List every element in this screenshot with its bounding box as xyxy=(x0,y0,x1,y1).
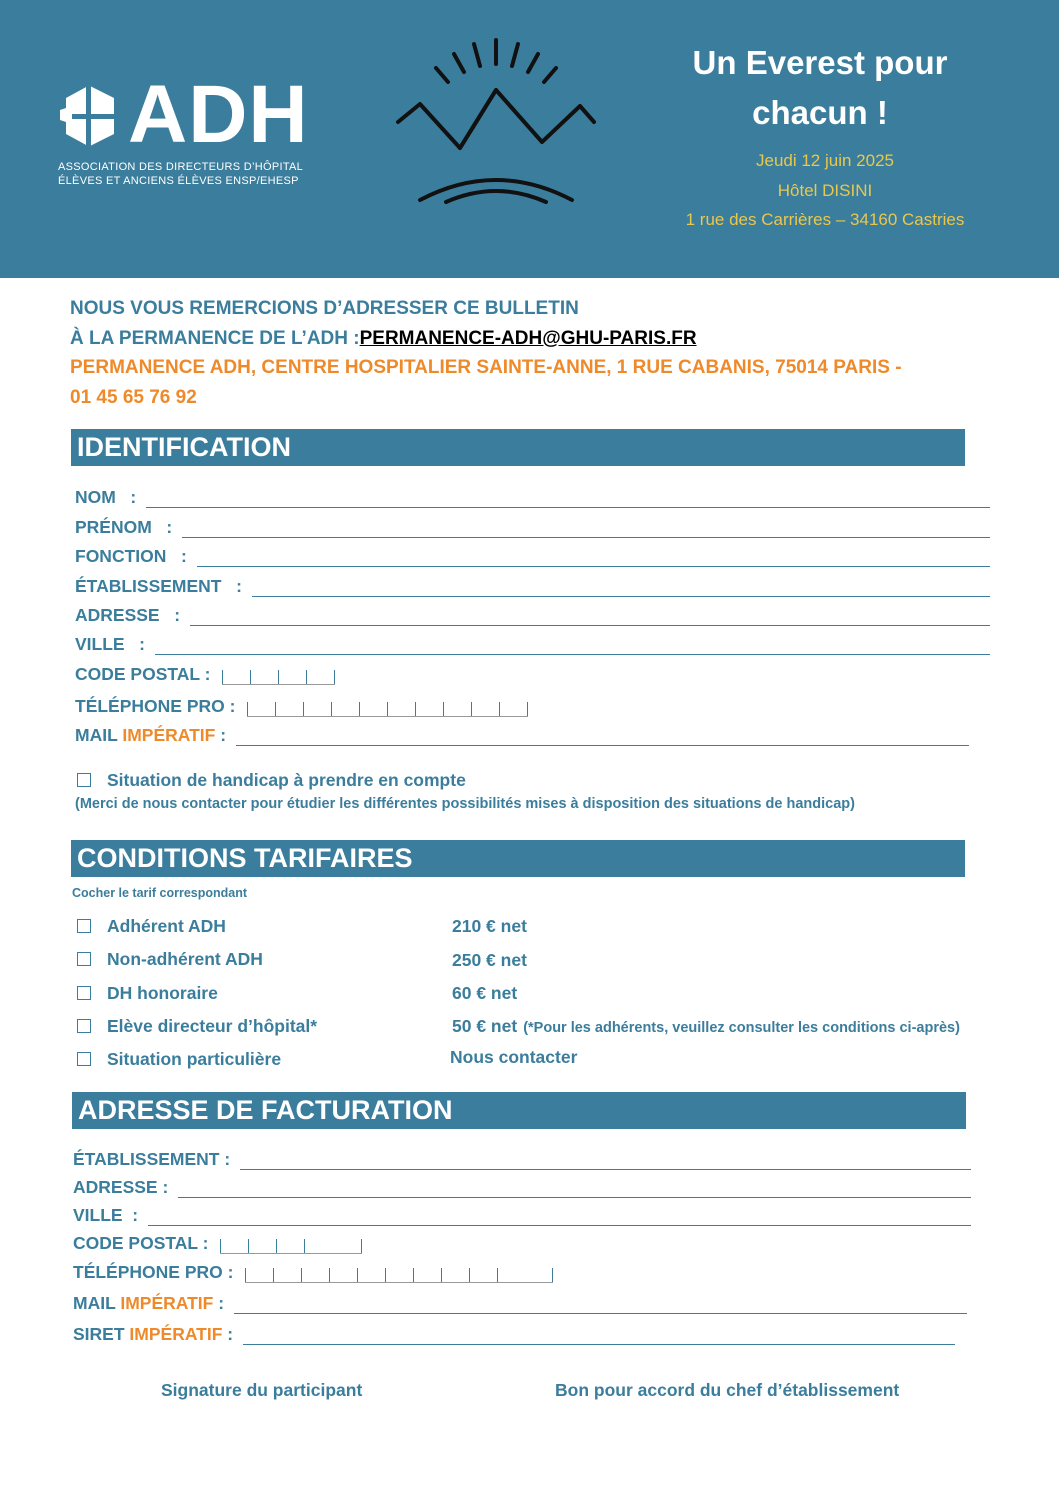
mail-field[interactable] xyxy=(75,724,969,746)
fact-etablissement-label: ÉTABLISSEMENT : xyxy=(73,1149,231,1169)
fact-mail-colon: : xyxy=(213,1293,225,1313)
event-address: 1 rue des Carrières – 34160 Castries xyxy=(685,210,965,229)
intro-address: PERMANENCE ADH, CENTRE HOSPITALIER SAINTE-ANNE, 1 RUE CABANIS, 75014 PARIS - xyxy=(70,357,902,378)
fact-siret-imperatif: IMPÉRATIF xyxy=(129,1324,223,1344)
intro-line2-prefix: À LA PERMANENCE DE L’ADH : xyxy=(70,327,360,349)
tarif-price-eleve xyxy=(452,1014,960,1038)
tarif-option-particuliere[interactable] xyxy=(77,1047,281,1071)
ville-label: VILLE : xyxy=(75,634,145,654)
fact-telephone-field[interactable] xyxy=(73,1261,553,1283)
tarif-checkbox[interactable] xyxy=(77,919,91,933)
fact-code-postal-boxes[interactable] xyxy=(220,1237,362,1254)
logo-subtitle xyxy=(58,160,303,188)
etablissement-input-line[interactable] xyxy=(252,582,990,597)
handicap-checkbox[interactable] xyxy=(77,773,91,787)
fact-adresse-input-line[interactable] xyxy=(178,1183,971,1198)
tarif-checkbox[interactable] xyxy=(77,952,91,966)
telephone-boxes[interactable] xyxy=(247,700,528,717)
tarif-label: Non-adhérent ADH xyxy=(107,948,263,969)
tarif-checkbox[interactable] xyxy=(77,986,91,1000)
tarifs-instruction: Cocher le tarif correspondant xyxy=(72,886,248,900)
fact-mail-imperatif: IMPÉRATIF xyxy=(120,1293,214,1313)
tarif-price: 210 € net xyxy=(452,916,527,936)
tarif-checkbox[interactable] xyxy=(77,1019,91,1033)
fact-mail-input-line[interactable] xyxy=(234,1299,967,1314)
event-title xyxy=(650,38,990,138)
event-date: Jeudi 12 juin 2025 xyxy=(755,151,894,170)
tarif-label: Adhérent ADH xyxy=(107,915,226,936)
adresse-input-line[interactable] xyxy=(190,611,990,626)
mountain-sun-icon xyxy=(390,30,600,210)
fact-adresse-label: ADRESSE : xyxy=(73,1177,169,1197)
fact-ville-label: VILLE : xyxy=(73,1205,139,1225)
code-postal-field[interactable] xyxy=(75,663,335,685)
fact-ville-input-line[interactable] xyxy=(148,1211,971,1226)
nom-input-line[interactable] xyxy=(146,493,990,508)
mail-input-line[interactable] xyxy=(236,731,969,746)
intro-line2 xyxy=(70,324,970,354)
adresse-label: ADRESSE : xyxy=(75,605,181,625)
fact-siret-colon: : xyxy=(222,1324,234,1344)
adresse-field[interactable] xyxy=(75,604,990,626)
tarif-price: 60 € net xyxy=(452,983,518,1003)
prenom-label: PRÉNOM : xyxy=(75,517,173,537)
tarif-price: Nous contacter xyxy=(450,1047,578,1067)
intro-block xyxy=(70,294,970,412)
signature-chef-label: Bon pour accord du chef d’établissement xyxy=(555,1380,900,1400)
intro-phone: 01 45 65 76 92 xyxy=(70,386,197,408)
fact-siret-input-line[interactable] xyxy=(243,1330,955,1345)
fact-etablissement-field[interactable] xyxy=(73,1148,971,1170)
tarif-option-adherent[interactable] xyxy=(77,914,226,938)
contact-email-link[interactable]: PERMANENCE-ADH@GHU-PARIS.FR xyxy=(359,327,697,349)
event-venue: Hôtel DISINI xyxy=(777,180,873,200)
event-info xyxy=(640,146,1010,235)
signature-participant-label: Signature du participant xyxy=(161,1380,363,1400)
event-title-line1: Un Everest pour xyxy=(692,44,948,81)
tarif-option-honoraire[interactable] xyxy=(77,981,218,1005)
tarif-option-non-adherent[interactable] xyxy=(77,947,263,971)
telephone-field[interactable] xyxy=(75,695,528,717)
section-facturation-title: ADRESSE DE FACTURATION xyxy=(72,1092,966,1129)
logo-subtitle-line2: ÉLÈVES ET ANCIENS ÉLÈVES ENSP/EHESP xyxy=(58,175,299,187)
header-banner xyxy=(0,0,1059,278)
handicap-label: Situation de handicap à prendre en compte xyxy=(107,769,466,790)
fonction-label: FONCTION : xyxy=(75,546,187,566)
logo-title: ADH xyxy=(128,69,309,160)
adh-logo-icon xyxy=(58,80,120,152)
intro-line1: NOUS VOUS REMERCIONS D’ADRESSER CE BULLETIN xyxy=(70,298,579,319)
telephone-label: TÉLÉPHONE PRO : xyxy=(75,696,236,716)
tarif-label: Elève directeur d’hôpital* xyxy=(107,1015,318,1036)
logo-subtitle-line1: ASSOCIATION DES DIRECTEURS D’HÔPITAL xyxy=(58,161,304,173)
fact-adresse-field[interactable] xyxy=(73,1176,971,1198)
code-postal-boxes[interactable] xyxy=(222,668,335,685)
tarif-option-eleve[interactable] xyxy=(77,1014,317,1038)
fact-telephone-label: TÉLÉPHONE PRO : xyxy=(73,1262,234,1282)
fact-mail-field[interactable] xyxy=(73,1292,967,1314)
handicap-option[interactable] xyxy=(77,768,466,792)
fact-ville-field[interactable] xyxy=(73,1204,971,1226)
section-identification-title: IDENTIFICATION xyxy=(71,429,965,466)
etablissement-field[interactable] xyxy=(75,575,990,597)
fact-siret-label: SIRET xyxy=(73,1324,130,1344)
ville-field[interactable] xyxy=(75,633,990,655)
nom-label: NOM : xyxy=(75,487,137,507)
tarif-label: DH honoraire xyxy=(107,982,218,1003)
fact-siret-field[interactable] xyxy=(73,1323,955,1345)
prenom-field[interactable] xyxy=(75,516,990,538)
fact-mail-label: MAIL xyxy=(73,1293,121,1313)
etablissement-label: ÉTABLISSEMENT : xyxy=(75,576,242,596)
mail-imperatif: IMPÉRATIF xyxy=(122,725,216,745)
nom-field[interactable] xyxy=(75,486,990,508)
mail-label: MAIL xyxy=(75,725,123,745)
tarif-note: (*Pour les adhérents, veuillez consulter les conditions ci-après) xyxy=(523,1020,960,1036)
ville-input-line[interactable] xyxy=(155,640,990,655)
fact-code-postal-field[interactable] xyxy=(73,1232,362,1254)
mail-colon: : xyxy=(215,725,227,745)
tarif-checkbox[interactable] xyxy=(77,1052,91,1066)
tarif-price: 50 € net xyxy=(452,1016,518,1036)
tarif-price: 250 € net xyxy=(452,950,527,970)
prenom-input-line[interactable] xyxy=(182,523,990,538)
fonction-field[interactable] xyxy=(75,545,990,567)
fonction-input-line[interactable] xyxy=(197,552,990,567)
tarif-label: Situation particulière xyxy=(107,1048,282,1069)
fact-telephone-boxes[interactable] xyxy=(245,1266,553,1283)
fact-code-postal-label: CODE POSTAL : xyxy=(73,1233,209,1253)
code-postal-label: CODE POSTAL : xyxy=(75,664,211,684)
fact-etablissement-input-line[interactable] xyxy=(240,1155,971,1170)
handicap-note: (Merci de nous contacter pour étudier les différentes possibilités mises à disposition des situations de handicap) xyxy=(75,796,855,812)
event-title-line2: chacun ! xyxy=(752,94,888,131)
section-tarifs-title: CONDITIONS TARIFAIRES xyxy=(71,840,965,877)
